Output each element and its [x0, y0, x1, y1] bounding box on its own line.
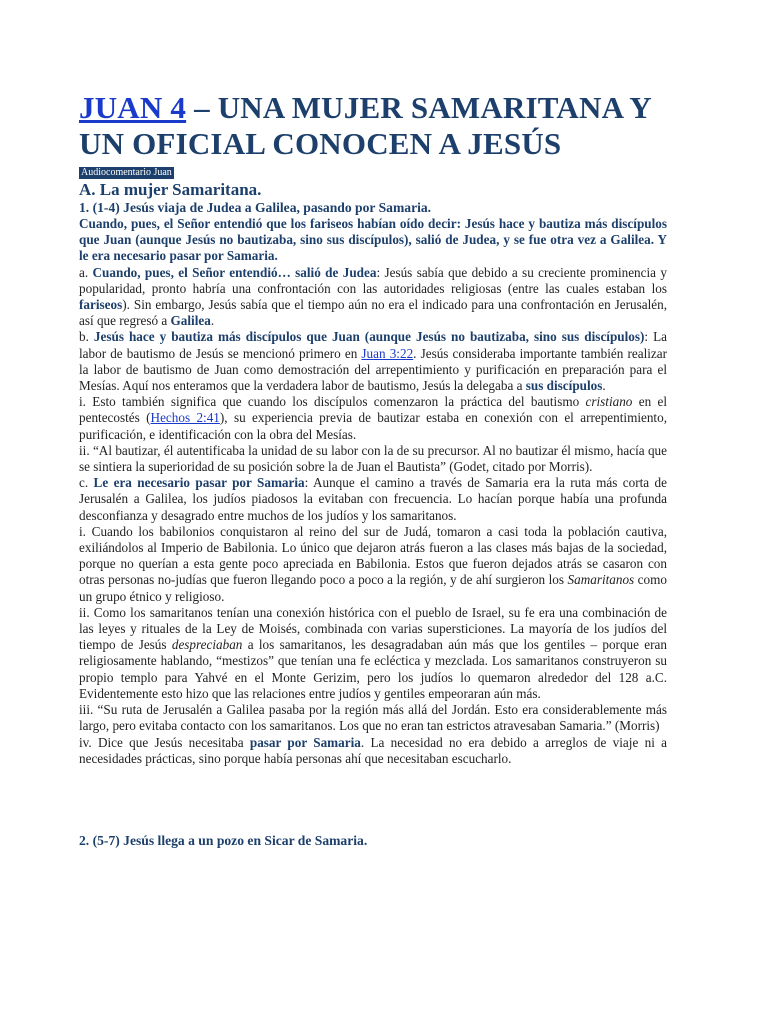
paragraph-c-ii-text-2: a los samaritanos, les desagradaban aún más que los gentiles – porque eran religiosamente hablando, “mestizos” que tenían una fe ecléctica y mezclada. Los samaritanos construyeron su propio templo para Yahvé en el Monte Gerizim, pero los judíos lo quemaron alrededor del 128 a.C. Evidentemente esto hizo que las relaciones entre judíos y gentiles empeoraran aún más. — [79, 637, 667, 701]
link-juan-3-22[interactable]: Juan 3:22 — [361, 345, 414, 361]
paragraph-b-prefix: b. — [79, 329, 94, 345]
paragraph-a-highlight-1: Cuando, pues, el Señor entendió… salió de Judea — [92, 264, 377, 280]
paragraph-b-highlight-2: sus discípulos — [525, 378, 603, 394]
paragraph-b-i-text-2: en el pentecostés ( — [79, 394, 667, 426]
title-text: – UNA MUJER SAMARITANA Y UN OFICIAL CONOCEN A JESÚS — [79, 90, 651, 161]
subheading-1: 1. (1-4) Jesús viaja de Judea a Galilea, pasando por Samaria. — [79, 200, 432, 215]
paragraph-b-text-2: . Jesús consideraba importante también realizar la labor de bautismo de Juan como demostración del arrepentimiento y purificación en preparación para el Mesías. Aquí nos enteramos que la verdadera labor de bautismo, Jesús la delegaba a — [79, 345, 668, 394]
paragraph-b-i-text-3: ), su experiencia previa de bautizar estaba en conexión con el arrepentimiento, purificación, e identificación con la obra del Mesías. — [79, 410, 667, 442]
paragraph-c-ii-text-1: ii. Como los samaritanos tenían una conexión histórica con el pueblo de Israel, su fe era una combinación de las leyes y rituales de la Ley de Moisés, combinada con varias supersticiones. La mayoría de los judíos del tiempo de Jesús — [79, 604, 667, 653]
paragraph-b-text-3: . — [602, 378, 606, 394]
paragraph-b-ii: ii. “Al bautizar, él autentificaba la unidad de su labor con la de su precursor. Al no bautizar él mismo, hacía que se sintiera la superioridad de su posición sobre la de Juan el Bautista” (Godet, citado por Morris). — [79, 442, 667, 475]
paragraph-c-iv-highlight: pasar por Samaria — [249, 734, 361, 750]
paragraph-b-highlight-1: Jesús hace y bautiza más discípulos que Juan (aunque Jesús no bautizaba, sino sus discípulos) — [93, 329, 645, 345]
paragraph-c-i-text-2: como un grupo étnico y religioso. — [79, 572, 667, 604]
audio-commentary-badge[interactable]: Audiocomentario Juan — [81, 167, 172, 178]
paragraph-c-i — [79, 524, 667, 605]
paragraph-c-i-italic: Samaritanos — [567, 572, 635, 588]
paragraph-c-highlight: Le era necesario pasar por Samaria — [93, 475, 305, 491]
paragraph-b-i-text-1: i. Esto también significa que cuando los discípulos comenzaron la práctica del bautismo — [79, 394, 586, 410]
paragraph-c-ii — [79, 605, 667, 702]
paragraph-a-prefix: a. — [79, 264, 93, 280]
scripture-quote: Cuando, pues, el Señor entendió que los fariseos habían oído decir: Jesús hace y bautiza más discípulos que Juan (aunque Jesús no bautizaba, sino sus discípulos), salió de Judea, y se fue otra vez a Galilea. Y le era necesario pasar por Samaria. — [79, 216, 667, 264]
paragraph-a-highlight-3: Galilea — [170, 313, 211, 329]
paragraph-c — [79, 475, 667, 524]
spacer — [79, 767, 667, 833]
paragraph-c-i-text-1: i. Cuando los babilonios conquistaron al reino del sur de Judá, tomaron a casi toda la población cautiva, exiliándolos al Imperio de Babilonia. Lo único que dejaron atrás fueron a las clases más bajas de la sociedad, porque no querían a esta gente poco apreciada en Babilonia. Estos que fueron dejados atrás se casaron con otras personas no-judías que fueron llegando poco a poco a la región, y de ahí surgieron los — [79, 523, 667, 588]
paragraph-c-iii: iii. “Su ruta de Jerusalén a Galilea pasaba por la región más allá del Jordán. Esto era considerablemente más largo, pero evitaba contacto con los samaritanos. Los que no eran tan estrictos atravesaban Samaria.” (Morris) — [79, 702, 667, 734]
section-heading-a: A. La mujer Samaritana. — [79, 180, 262, 199]
paragraph-c-iv-text-2: . La necesidad no era debido a arreglos de viaje ni a necesidades prácticas, sino porque había personas ahí que necesitaban escucharlo. — [79, 734, 668, 766]
paragraph-a-text-3: . — [210, 313, 215, 329]
paragraph-b-i — [79, 394, 667, 443]
paragraph-c-text: : Aunque el camino a través de Samaria era la ruta más corta de Jerusalén a Galilea, los judíos piadosos la evitaban con frecuencia. Lo hacían porque había una profunda desconfianza y desagrado entre muchos de los judíos y los samaritanos. — [79, 475, 667, 523]
title-link-juan-4[interactable]: JUAN 4 — [79, 90, 187, 125]
document-content — [79, 90, 667, 849]
paragraph-b — [79, 329, 667, 394]
link-hechos-2-41[interactable]: Hechos 2:41 — [150, 410, 220, 426]
paragraph-a — [79, 265, 667, 330]
paragraph-a-text-2: ). Sin embargo, Jesús sabía que el tiempo aún no era el indicado para una confrontación en Jerusalén, así que regresó a — [79, 297, 667, 329]
paragraph-a-highlight-2: fariseos — [79, 297, 123, 313]
paragraph-c-prefix: c. — [79, 475, 94, 491]
paragraph-b-i-italic: cristiano — [585, 394, 633, 410]
paragraph-c-iv — [79, 735, 667, 767]
subheading-2: 2. (5-7) Jesús llega a un pozo en Sicar de Samaria. — [79, 832, 368, 848]
paragraph-c-ii-italic: despreciaban — [171, 637, 243, 653]
paragraph-c-iv-text-1: iv. Dice que Jesús necesitaba — [79, 734, 250, 750]
paragraph-a-text-1: : Jesús sabía que debido a su creciente prominencia y popularidad, pronto habría una confrontación con las autoridades religiosas (entre las cuales estaban los — [79, 264, 667, 296]
paragraph-b-text-1: : La labor de bautismo de Jesús se mencionó primero en — [79, 329, 668, 361]
page-title — [79, 90, 667, 162]
